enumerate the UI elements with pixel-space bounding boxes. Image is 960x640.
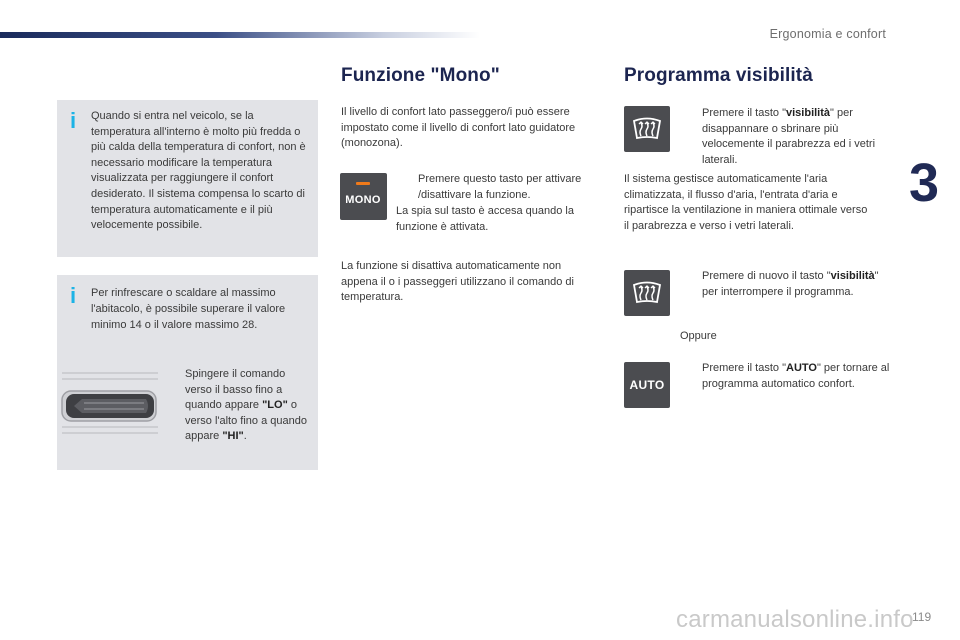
visibility-key: visibilità xyxy=(786,107,831,119)
info-box-temperature xyxy=(57,100,318,257)
step-text: " per interrompere il programma. xyxy=(702,270,879,298)
header-bar xyxy=(0,32,480,38)
info-box-max-min xyxy=(57,275,318,470)
step-text: Spingere il comando verso il basso fino a quando appare xyxy=(185,368,286,412)
info-icon: i xyxy=(70,108,77,133)
step-text: . xyxy=(243,430,247,443)
step-text: o verso l'alto fino a quando appare xyxy=(185,399,307,443)
info-step-lo-hi xyxy=(163,367,313,445)
mono-button-label: MONO xyxy=(345,194,381,206)
section-title: Ergonomia e confort xyxy=(769,27,886,41)
oppure-label: Oppure xyxy=(680,330,717,342)
step-text: Premere il tasto " xyxy=(702,107,786,119)
visibility-button-icon xyxy=(624,106,670,152)
mono-lamp xyxy=(356,182,370,185)
visibility-heading: Programma visibilità xyxy=(624,65,813,86)
step-text: Premere di nuovo il tasto " xyxy=(702,270,831,282)
visibility-key: visibilità xyxy=(830,270,875,282)
info-text: Per rinfrescare o scaldare al massimo l'abitacolo, è possibile superare il valore minimo 14 o il valore massimo 28. xyxy=(91,287,286,331)
lo-label: "LO" xyxy=(262,399,288,412)
step-text: " per tornare al programma automatico confort. xyxy=(702,362,890,390)
defrost-icon xyxy=(624,270,670,316)
temperature-control-illustration xyxy=(60,369,160,449)
step-text: Premere questo tasto per attivare /disattivare la funzione. xyxy=(418,173,582,201)
info-icon: i xyxy=(70,283,77,308)
visibility-step-2 xyxy=(680,269,880,300)
mono-outro: La funzione si disattiva automaticamente non appena il o i passeggeri utilizzano il comando di temperatura. xyxy=(341,260,574,304)
info-text: Quando si entra nel veicolo, se la temperatura all'interno è molto più fredda o più calda della temperatura di confort, non è necessario modificare la temperatura visualizzata per raggiungere il confort desiderato. Il sistema compensa lo scarto di temperatura automaticamente e il più velocemente possibile. xyxy=(91,110,306,232)
visibility-step-1 xyxy=(680,106,880,168)
page-number: 119 xyxy=(912,610,932,624)
auto-button-icon xyxy=(624,362,670,408)
watermark: carmanualsonline.info xyxy=(676,606,914,633)
visibility-step-3 xyxy=(680,361,890,392)
step-text: Premere il tasto " xyxy=(702,362,786,374)
visibility-description: Il sistema gestisce automaticamente l'aria climatizzata, il flusso d'aria, l'entrata d'aria e ripartisce la ventilazione in maniera ottimale verso il parabrezza e verso i vetri laterali. xyxy=(624,173,868,232)
defrost-icon xyxy=(624,106,670,152)
mono-intro: Il livello di confort lato passeggero/i può essere impostato come il livello di confort lato guidatore (monozona). xyxy=(341,106,576,150)
mono-heading: Funzione "Mono" xyxy=(341,65,500,86)
mono-step xyxy=(396,172,596,203)
auto-icon: AUTO xyxy=(629,378,665,392)
mono-button-icon xyxy=(340,173,387,220)
auto-key: AUTO xyxy=(786,362,817,374)
chapter-number: 3 xyxy=(908,153,940,213)
mono-step-note: La spia sul tasto è accesa quando la funzione è attivata. xyxy=(396,205,574,233)
step-text: " per disappannare o sbrinare più velocemente il parabrezza ed i vetri laterali. xyxy=(702,107,876,166)
visibility-button-icon-2 xyxy=(624,270,670,316)
hi-label: "HI" xyxy=(222,430,244,443)
